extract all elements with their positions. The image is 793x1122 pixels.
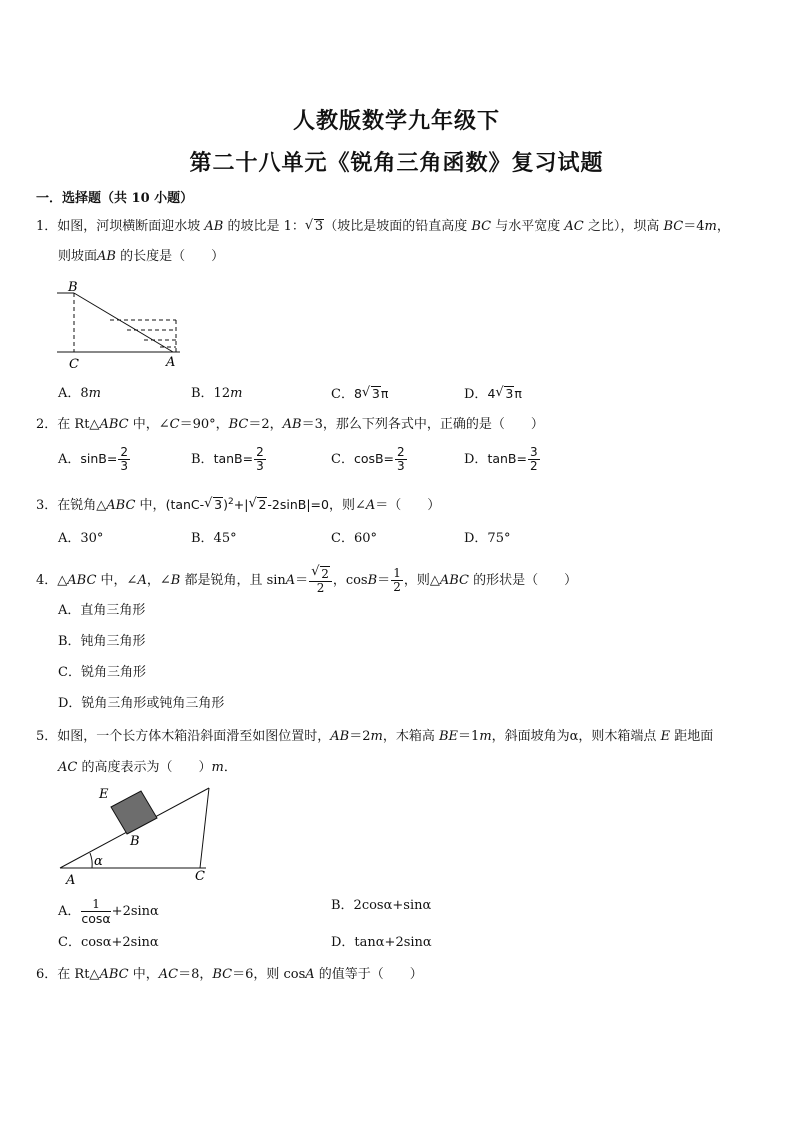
q3-option-d[interactable]: D．75° <box>464 531 511 546</box>
fig1-label-a: A <box>166 355 176 370</box>
q4-option-d[interactable]: D．锐角三角形或钝角三角形 <box>58 696 225 711</box>
q2-option-d[interactable]: D．tanB= $\frac{3}{2}$ <box>464 445 538 473</box>
question-3-text: 3．在锐角△ABC 中，(tanC-√ 3)$^2$+|√ 2-2sinB|=0，则∠A＝（ ） <box>36 494 440 514</box>
q1-option-d[interactable]: D．4√ 3π <box>464 386 522 403</box>
fig5-label-a: A <box>66 873 76 888</box>
fig1-label-b: B <box>68 280 78 295</box>
q3-option-b[interactable]: B．45° <box>191 531 237 546</box>
q4-option-b[interactable]: B．钝角三角形 <box>58 634 146 649</box>
q4-option-c[interactable]: C．锐角三角形 <box>58 665 146 680</box>
fig1-label-c: C <box>69 357 79 372</box>
q2-option-a[interactable]: A．sinB= $\frac{2}{3}$ <box>58 445 128 473</box>
q2-option-b[interactable]: B．tanB= $\frac{2}{3}$ <box>191 445 264 473</box>
fig5-label-c: C <box>195 869 205 884</box>
q4-option-a[interactable]: A．直角三角形 <box>58 603 146 618</box>
dam-slope-figure <box>52 280 182 372</box>
question-5-text: 5．如图，一个长方体木箱沿斜面滑至如图位置时，AB＝2m，木箱高 BE＝1m，斜面坡角为α，则木箱端点 E 距地面 <box>36 729 714 744</box>
q5-option-a[interactable]: A． $\frac{1}{\cos\alpha}$ +2sinα <box>58 897 159 926</box>
section-heading: 一．选择题（共 10 小题） <box>36 191 194 206</box>
q3-option-c[interactable]: C．60° <box>331 531 377 546</box>
sqrt-symbol: √ 3 <box>305 219 324 235</box>
fig5-label-e: E <box>99 787 109 802</box>
q1-option-c[interactable]: C．8√ 3π <box>331 386 388 403</box>
question-5-text-line2: AC 的高度表示为（ ）m． <box>58 760 237 775</box>
doc-title-line2: 第二十八单元《锐角三角函数》复习试题 <box>189 150 604 176</box>
fig5-label-alpha: α <box>94 854 103 869</box>
q5-option-b[interactable]: B．2cosα+sinα <box>331 898 432 913</box>
q1-option-a[interactable]: A．8m <box>58 386 101 401</box>
question-1-text: 1．如图，河坝横断面迎水坡 AB 的坡比是 1：√ 3（坡比是坡面的铅直高度 BC 与水平宽度 AC 之比），坝高 BC＝4m， <box>36 219 730 235</box>
doc-title-line1: 人教版数学九年级下 <box>292 108 500 134</box>
q5-option-d[interactable]: D．tanα+2sinα <box>331 935 432 950</box>
fig5-label-b: B <box>130 834 140 849</box>
q3-expression: (tanC-√ 3)$^2$+|√ 2-2sinB|=0 <box>166 497 329 512</box>
q1-option-b[interactable]: B．12m <box>191 386 243 401</box>
question-1-text-line2: 则坡面AB 的长度是（ ） <box>58 249 225 264</box>
q5-option-c[interactable]: C．cosα+2sinα <box>58 935 159 950</box>
question-6-text: 6．在 Rt△ABC 中，AC＝8，BC＝6，则 cosA 的值等于（ ） <box>36 967 423 982</box>
question-4-text: 4．△ABC 中，∠A，∠B 都是锐角，且 sinA＝ √ $\frac{2}{2}$ ，cosB＝ $\frac{1}{2}$ ，则△ABC 的形状是（ ） <box>36 566 577 595</box>
question-2-text: 2．在 Rt△ABC 中，∠C＝90°，BC＝2，AB＝3，那么下列各式中，正确的是（ ） <box>36 417 544 432</box>
q2-option-c[interactable]: C．cosB= $\frac{2}{3}$ <box>331 445 405 473</box>
incline-box-figure <box>56 784 218 888</box>
q3-option-a[interactable]: A．30° <box>58 531 104 546</box>
